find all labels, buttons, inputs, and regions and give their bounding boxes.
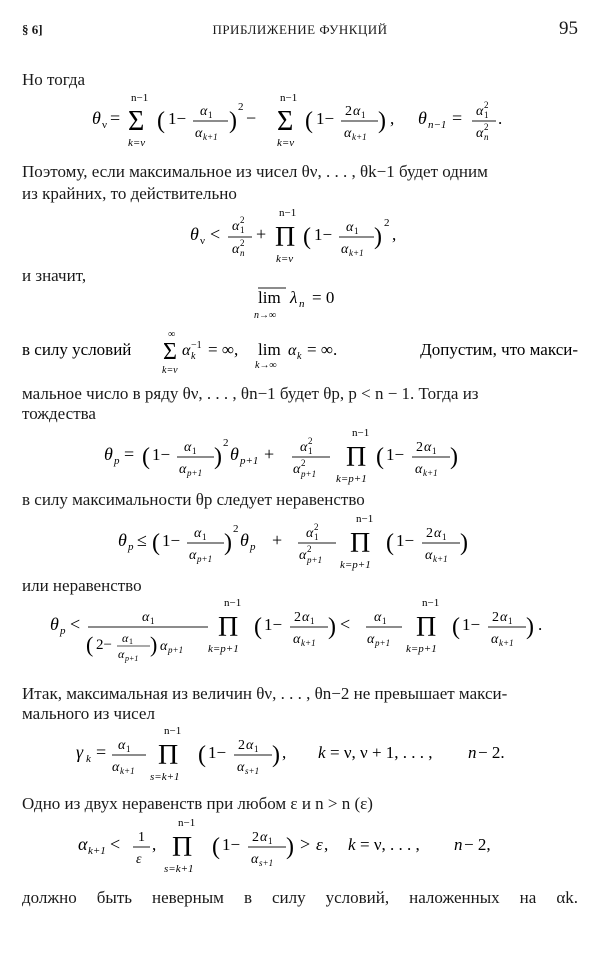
svg-text:n: n — [454, 835, 463, 854]
svg-text:,: , — [392, 225, 397, 244]
svg-text:2: 2 — [492, 610, 499, 625]
svg-text:= ν, . . . ,: = ν, . . . , — [360, 835, 420, 854]
svg-text:+: + — [256, 224, 267, 244]
svg-text:α: α — [344, 126, 352, 141]
svg-text:n−1: n−1 — [428, 119, 447, 131]
svg-text:α: α — [182, 342, 191, 359]
svg-text:1−: 1− — [316, 109, 335, 128]
svg-text:ν: ν — [200, 235, 205, 247]
svg-text:p+1: p+1 — [168, 645, 184, 655]
svg-text:1: 1 — [314, 532, 319, 542]
svg-text:α: α — [200, 104, 208, 119]
svg-text:): ) — [374, 224, 382, 250]
svg-text:(: ( — [386, 530, 394, 556]
svg-text:−: − — [246, 108, 257, 128]
svg-text:α: α — [415, 462, 423, 477]
svg-text:): ) — [286, 834, 294, 860]
svg-text:α: α — [246, 738, 254, 753]
svg-text:n−1: n−1 — [352, 427, 370, 439]
svg-text:α: α — [251, 852, 259, 867]
svg-text:Σ: Σ — [277, 106, 294, 137]
svg-text:2−: 2− — [96, 637, 112, 653]
svg-text:2: 2 — [384, 217, 390, 229]
svg-text:n−1: n−1 — [224, 597, 242, 609]
svg-text:k: k — [348, 835, 356, 854]
svg-text:k=ν: k=ν — [128, 137, 146, 149]
svg-text:,: , — [152, 835, 157, 854]
svg-text:θ: θ — [418, 108, 427, 128]
svg-text:α: α — [118, 738, 126, 753]
svg-text:α: α — [500, 610, 508, 625]
svg-text:k: k — [318, 743, 326, 762]
svg-text:p: p — [250, 541, 256, 553]
svg-text:θ: θ — [104, 444, 113, 464]
svg-text:(: ( — [376, 444, 384, 470]
svg-text:α: α — [232, 219, 240, 234]
svg-text:<: < — [340, 614, 351, 634]
svg-text:s=k+1: s=k+1 — [164, 863, 194, 875]
svg-text:Π: Π — [218, 612, 239, 643]
svg-text:k+1: k+1 — [352, 132, 367, 142]
paragraph-4-end: Допустим, что макси- — [420, 340, 578, 359]
paragraph-5-line-1: мальное число в ряду θν, . . . , θn−1 будет θp, p < n − 1. Тогда из — [22, 384, 479, 403]
svg-text:k+1: k+1 — [349, 248, 364, 258]
svg-text:s+1: s+1 — [259, 858, 274, 868]
paragraph-2-line-2: из крайних, то действительно — [22, 184, 237, 203]
svg-text:α: α — [424, 440, 432, 455]
svg-text:): ) — [224, 530, 232, 556]
svg-text:1: 1 — [208, 110, 213, 120]
svg-text:α: α — [341, 242, 349, 257]
svg-text:Π: Π — [172, 832, 193, 863]
svg-text:1: 1 — [484, 110, 489, 120]
svg-text:1−: 1− — [168, 109, 187, 128]
svg-text:1−: 1− — [462, 615, 481, 634]
svg-text:(: ( — [212, 834, 220, 860]
svg-text:,: , — [324, 835, 329, 854]
svg-text:= 0: = 0 — [312, 288, 335, 307]
svg-text:α: α — [425, 548, 433, 563]
svg-text:α: α — [232, 242, 240, 257]
svg-text:+: + — [264, 444, 275, 464]
svg-text:α: α — [260, 830, 268, 845]
running-title: ПРИБЛИЖЕНИЕ ФУНКЦИЙ — [212, 22, 388, 37]
svg-text:k: k — [297, 351, 302, 362]
svg-text:1−: 1− — [162, 531, 181, 550]
svg-text:1: 1 — [254, 744, 259, 754]
svg-text:n→∞: n→∞ — [254, 310, 277, 321]
svg-text:1: 1 — [508, 616, 513, 626]
svg-text:p+1: p+1 — [187, 468, 203, 478]
svg-text:): ) — [450, 444, 458, 470]
svg-text:n−1: n−1 — [356, 513, 374, 525]
svg-text:α: α — [300, 440, 308, 455]
svg-text:): ) — [272, 742, 280, 768]
svg-text:θ: θ — [118, 530, 127, 550]
svg-text:α: α — [112, 760, 120, 775]
svg-text:<: < — [70, 614, 81, 634]
svg-text:+: + — [272, 530, 283, 550]
svg-text:(: ( — [198, 742, 206, 768]
svg-text:α: α — [189, 548, 197, 563]
svg-text:α: α — [78, 834, 88, 854]
svg-text:1: 1 — [268, 836, 273, 846]
paragraph-9: Одно из двух неравенств при любом ε и n > n (ε) — [22, 794, 373, 813]
svg-text:k+1: k+1 — [301, 638, 316, 648]
svg-text:1: 1 — [202, 532, 207, 542]
svg-text:− 2,: − 2, — [464, 835, 491, 854]
svg-text:2: 2 — [233, 523, 239, 535]
equation-7 — [0, 722, 600, 782]
svg-text:α: α — [299, 548, 307, 563]
svg-text:.: . — [498, 109, 503, 128]
svg-text:2: 2 — [252, 830, 259, 845]
svg-text:Π: Π — [350, 528, 371, 559]
svg-text:θ: θ — [240, 530, 249, 550]
paragraph-7: или неравенство — [22, 576, 142, 595]
svg-text:): ) — [214, 444, 222, 470]
svg-text:1−: 1− — [152, 445, 171, 464]
svg-text:α: α — [346, 220, 354, 235]
svg-text:(: ( — [452, 614, 460, 640]
svg-text:2: 2 — [484, 122, 489, 132]
svg-text:γ: γ — [76, 742, 84, 762]
svg-text:k=ν: k=ν — [162, 365, 178, 376]
svg-text:1−: 1− — [386, 445, 405, 464]
svg-text:n−1: n−1 — [131, 92, 149, 104]
svg-text:p+1: p+1 — [125, 654, 139, 663]
svg-text:2: 2 — [426, 526, 433, 541]
svg-text:k→∞: k→∞ — [255, 360, 277, 371]
svg-text:2: 2 — [223, 437, 229, 449]
svg-text:θ: θ — [230, 444, 239, 464]
svg-text:1: 1 — [126, 744, 131, 754]
svg-text:lim: lim — [258, 288, 281, 307]
paragraph-6: в силу максимальности θp следует неравенство — [22, 490, 365, 509]
equation-1 — [0, 88, 600, 148]
svg-text:1: 1 — [192, 446, 197, 456]
svg-text:p+1: p+1 — [197, 554, 213, 564]
svg-text:≤: ≤ — [137, 530, 147, 550]
section-mark: § 6] — [22, 22, 43, 37]
svg-text:n−1: n−1 — [164, 725, 182, 737]
svg-text:): ) — [229, 108, 237, 134]
svg-text:1−: 1− — [264, 615, 283, 634]
svg-text:α: α — [122, 631, 129, 645]
equation-5 — [0, 508, 600, 571]
svg-text:α: α — [142, 610, 150, 625]
svg-text:2: 2 — [240, 215, 245, 225]
svg-text:,: , — [390, 109, 395, 128]
svg-text:α: α — [434, 526, 442, 541]
svg-text:α: α — [194, 526, 202, 541]
svg-text:Σ: Σ — [163, 339, 177, 365]
svg-text:θ: θ — [50, 614, 59, 634]
svg-text:(: ( — [303, 224, 311, 250]
svg-text:α: α — [288, 342, 297, 359]
svg-text:α: α — [118, 647, 125, 661]
svg-text:2: 2 — [314, 522, 319, 532]
svg-text:α: α — [179, 462, 187, 477]
svg-text:1−: 1− — [208, 743, 227, 762]
paragraph-4 — [0, 328, 600, 388]
svg-text:Π: Π — [416, 612, 437, 643]
svg-text:1−: 1− — [222, 835, 241, 854]
svg-text:2: 2 — [294, 610, 301, 625]
svg-text:α: α — [367, 632, 375, 647]
running-header — [22, 18, 578, 42]
svg-text:n: n — [484, 132, 489, 142]
svg-text:− 2.: − 2. — [478, 743, 505, 762]
svg-text:1: 1 — [442, 532, 447, 542]
svg-text:p+1: p+1 — [375, 638, 391, 648]
svg-text:2: 2 — [240, 238, 245, 248]
svg-text:2: 2 — [307, 544, 312, 554]
svg-text:): ) — [460, 530, 468, 556]
svg-text:α: α — [476, 126, 484, 141]
svg-text:2: 2 — [301, 458, 306, 468]
svg-text:): ) — [526, 614, 534, 640]
svg-text:(: ( — [86, 632, 94, 657]
svg-text:k=p+1: k=p+1 — [340, 559, 371, 571]
svg-text:α: α — [302, 610, 310, 625]
svg-text:2: 2 — [345, 104, 352, 119]
svg-text:α: α — [491, 632, 499, 647]
svg-text:2: 2 — [308, 436, 313, 446]
paragraph-3: и значит, — [22, 266, 87, 285]
svg-text:α: α — [353, 104, 361, 119]
svg-text:1: 1 — [240, 225, 245, 235]
svg-text:Σ: Σ — [128, 106, 145, 137]
svg-text:Π: Π — [346, 442, 367, 473]
svg-text:α: α — [237, 760, 245, 775]
svg-text:n−1: n−1 — [422, 597, 440, 609]
svg-text:k: k — [86, 753, 91, 765]
paragraph-10: должно быть неверным в силу условий, наложенных на αk. — [22, 888, 578, 907]
equation-8 — [0, 814, 600, 874]
svg-text:(: ( — [157, 108, 165, 134]
svg-text:<: < — [210, 224, 221, 244]
svg-text:θ: θ — [92, 108, 101, 128]
svg-text:λ: λ — [290, 288, 298, 307]
paragraph-2-line-1: Поэтому, если максимальное из чисел θν, . . . , θk−1 будет одним — [22, 162, 488, 181]
svg-text:n: n — [240, 248, 245, 258]
svg-text:.: . — [538, 615, 543, 634]
svg-text:n: n — [299, 298, 305, 310]
paragraph-4-mid: = ∞, — [208, 340, 239, 359]
svg-text:): ) — [150, 632, 158, 657]
svg-text:1: 1 — [361, 110, 366, 120]
svg-text:Π: Π — [275, 222, 296, 253]
svg-text:1: 1 — [150, 616, 155, 626]
svg-text:α: α — [160, 639, 168, 654]
svg-text:k+1: k+1 — [499, 638, 514, 648]
svg-text:2: 2 — [484, 100, 489, 110]
svg-text:= ∞.: = ∞. — [307, 340, 338, 359]
svg-text:): ) — [378, 108, 386, 134]
svg-text:(: ( — [305, 108, 313, 134]
svg-text:p: p — [114, 455, 120, 467]
svg-text:k=ν: k=ν — [277, 137, 295, 149]
svg-text:p+1: p+1 — [301, 469, 317, 479]
svg-text:∞: ∞ — [168, 329, 176, 340]
svg-text:θ: θ — [190, 224, 199, 244]
svg-text:,: , — [282, 743, 287, 762]
svg-text:2: 2 — [238, 738, 245, 753]
svg-text:lim: lim — [258, 340, 281, 359]
svg-text:p+1: p+1 — [307, 555, 323, 565]
svg-text:Π: Π — [158, 740, 179, 771]
svg-text:= ν, ν + 1, . . . ,: = ν, ν + 1, . . . , — [330, 743, 433, 762]
svg-text:α: α — [306, 526, 314, 541]
svg-text:k=p+1: k=p+1 — [336, 473, 367, 485]
svg-text:k=p+1: k=p+1 — [208, 643, 239, 655]
svg-text:k+1: k+1 — [120, 766, 135, 776]
svg-text:n−1: n−1 — [279, 207, 297, 219]
svg-text:=: = — [124, 444, 135, 464]
paragraph-5-line-2: тождества — [22, 404, 96, 423]
svg-text:k+1: k+1 — [203, 132, 218, 142]
svg-text:α: α — [293, 462, 301, 477]
svg-text:k=p+1: k=p+1 — [406, 643, 437, 655]
svg-text:1: 1 — [308, 446, 313, 456]
svg-text:=: = — [96, 742, 107, 762]
paragraph-8-line-1: Итак, максимальная из величин θν, . . . , θn−2 не превышает макси- — [22, 684, 508, 703]
svg-text:1: 1 — [354, 226, 359, 236]
svg-text:>: > — [300, 834, 311, 854]
svg-text:k=ν: k=ν — [276, 253, 294, 265]
svg-text:): ) — [328, 614, 336, 640]
svg-text:p+1: p+1 — [240, 455, 259, 467]
svg-text:k+1: k+1 — [423, 468, 438, 478]
svg-text:=: = — [110, 108, 121, 128]
equation-6 — [0, 594, 600, 663]
equation-4 — [0, 424, 600, 484]
paragraph-4-start: в силу условий — [22, 340, 132, 359]
svg-text:n−1: n−1 — [178, 817, 196, 829]
svg-text:<: < — [110, 834, 121, 854]
svg-text:1−: 1− — [314, 225, 333, 244]
svg-text:ν: ν — [102, 119, 107, 131]
paragraph-1: Но тогда — [22, 70, 86, 89]
page-number: 95 — [559, 18, 578, 39]
svg-text:p: p — [128, 541, 134, 553]
svg-text:p: p — [60, 625, 66, 637]
svg-text:α: α — [476, 104, 484, 119]
svg-text:α: α — [293, 632, 301, 647]
svg-text:α: α — [184, 440, 192, 455]
paragraph-8-line-2: мального из чисел — [22, 704, 155, 723]
svg-text:2: 2 — [416, 440, 423, 455]
svg-text:1: 1 — [382, 616, 387, 626]
equation-2 — [0, 202, 600, 265]
svg-text:ε: ε — [136, 852, 142, 867]
svg-text:(: ( — [152, 530, 160, 556]
svg-text:(: ( — [142, 444, 150, 470]
svg-text:s=k+1: s=k+1 — [150, 771, 180, 783]
svg-text:1: 1 — [138, 830, 145, 845]
svg-text:ε: ε — [316, 835, 323, 854]
svg-text:1: 1 — [129, 637, 133, 646]
svg-text:s+1: s+1 — [245, 766, 260, 776]
svg-text:α: α — [195, 126, 203, 141]
svg-text:α: α — [374, 610, 382, 625]
svg-text:k+1: k+1 — [433, 554, 448, 564]
svg-text:−1: −1 — [191, 340, 202, 351]
svg-text:1−: 1− — [396, 531, 415, 550]
svg-text:2: 2 — [238, 101, 244, 113]
svg-text:(: ( — [254, 614, 262, 640]
svg-text:=: = — [452, 108, 463, 128]
svg-text:1: 1 — [432, 446, 437, 456]
svg-text:n−1: n−1 — [280, 92, 298, 104]
svg-text:k+1: k+1 — [88, 845, 106, 857]
svg-text:k: k — [191, 351, 196, 362]
svg-text:1: 1 — [310, 616, 315, 626]
svg-text:n: n — [468, 743, 477, 762]
